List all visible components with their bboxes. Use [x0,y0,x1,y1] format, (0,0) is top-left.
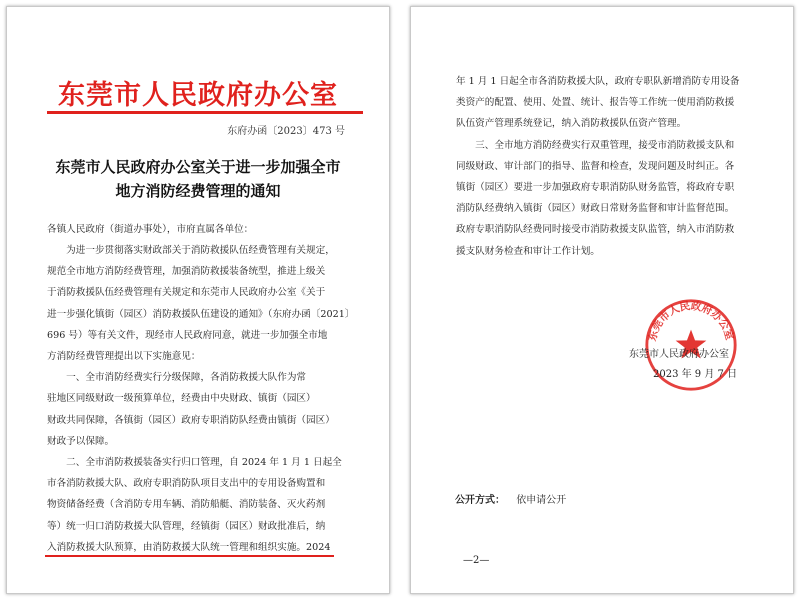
body-line: 队伍资产管理系统登记，纳入消防救援队伍资产管理。 [456,118,687,130]
body-line: 镇街（园区）要进一步加强政府专职消防队财务监管，将政府专职 [456,182,735,194]
body-line: 财政予以保障。 [47,435,115,447]
document-title-line: 地方消防经费管理的通知 [115,182,281,200]
body-line: 等）统一归口消防救援大队管理，经镇街（园区）财政批准后，纳 [47,520,326,532]
document-page-1 [6,6,390,594]
body-line: 年 1 月 1 日起全市各消防救援大队，政府专职队新增消防专用设备 [456,76,740,87]
disclosure-method [455,491,566,506]
seal-text-path: 东莞市人民政府办公室 [646,300,736,343]
body-line: 物资储备经费（含消防专用车辆、消防船艇、消防装备、灭火药剂 [47,499,326,511]
body-line: 方消防经费管理提出以下实施意见： [47,351,201,363]
body-line: 一、全市消防经费实行分级保障，各消防救援大队作为常 [47,372,307,384]
body-line: 同级财政、审计部门的指导、监督和检查，发现问题及时纠正。各 [456,160,735,172]
disclosure-label: 公开方式： [455,495,505,506]
body-line: 消防队经费纳入镇街（园区）财政日常财务监督和审计监督范围。 [456,203,735,215]
page-number: —2— [463,555,490,566]
body-line: 三、全市地方消防经费实行双重管理，接受市消防救援支队和 [456,139,735,151]
underlined-text [47,537,330,558]
salutation-text: 各镇人民政府（街道办事处），市府直属各单位： [47,224,254,235]
issue-date: 2023 年 9 月 7 日 [653,369,738,380]
issuer-signature: 东莞市人民政府办公室 [629,349,729,360]
body-line: 财政共同保障，各镇街（园区）政府专职消防队经费由镇街（园区） [47,414,335,426]
document-title-line: 东莞市人民政府办公室关于进一步加强全市 [55,158,341,176]
body-line: 二、全市消防救援装备实行归口管理，自 2024 年 1 月 1 日起全 [47,457,342,469]
body-paragraphs-page-1 [47,240,365,558]
body-line: 于消防救援队伍经费管理有关规定和东莞市人民政府办公室《关于 [47,287,326,299]
body-line: 政府专职消防队经费同时接受市消防救援支队监管，纳入市消防救 [456,224,735,236]
red-underline-highlight [45,555,334,557]
body-paragraphs-page-2 [456,71,774,262]
highlighted-line [47,537,365,558]
document-page-2 [410,6,794,594]
body-line: 市各消防救援大队、政府专职消防队项目支出中的专用设备购置和 [47,478,326,490]
document-title [37,155,359,203]
body-line: 类资产的配置、使用、处置、统计、报告等工作统一使用消防救援 [456,97,735,109]
body-line: 规范全市地方消防经费管理，加强消防救援装备统型，推进上级关 [47,266,326,278]
letterhead-title: 东莞市人民政府办公室 [58,80,338,111]
body-line: 驻地区同级财政一级预算单位，经费由中央财政、镇街（园区） [47,393,316,405]
body-line: 为进一步贯彻落实财政部关于消防救援队伍经费管理有关规定， [47,245,335,256]
body-line: 援支队财务检查和审计工作计划。 [456,245,600,257]
body-line: 进一步强化镇街（园区）消防救援队伍建设的通知》（东府办函〔2021〕 [47,308,355,320]
document-number: 东府办函〔2023〕473 号 [227,126,345,137]
underlined-text-content: 入消防救援大队预算，由消防救援大队统一管理和组织实施。2024 [47,541,331,553]
red-rule-divider [47,111,363,114]
body-line: 696 号）等有关文件，现经市人民政府同意，就进一步加强全市地 [47,329,328,341]
disclosure-value: 依申请公开 [516,495,567,506]
salutation [47,219,365,240]
